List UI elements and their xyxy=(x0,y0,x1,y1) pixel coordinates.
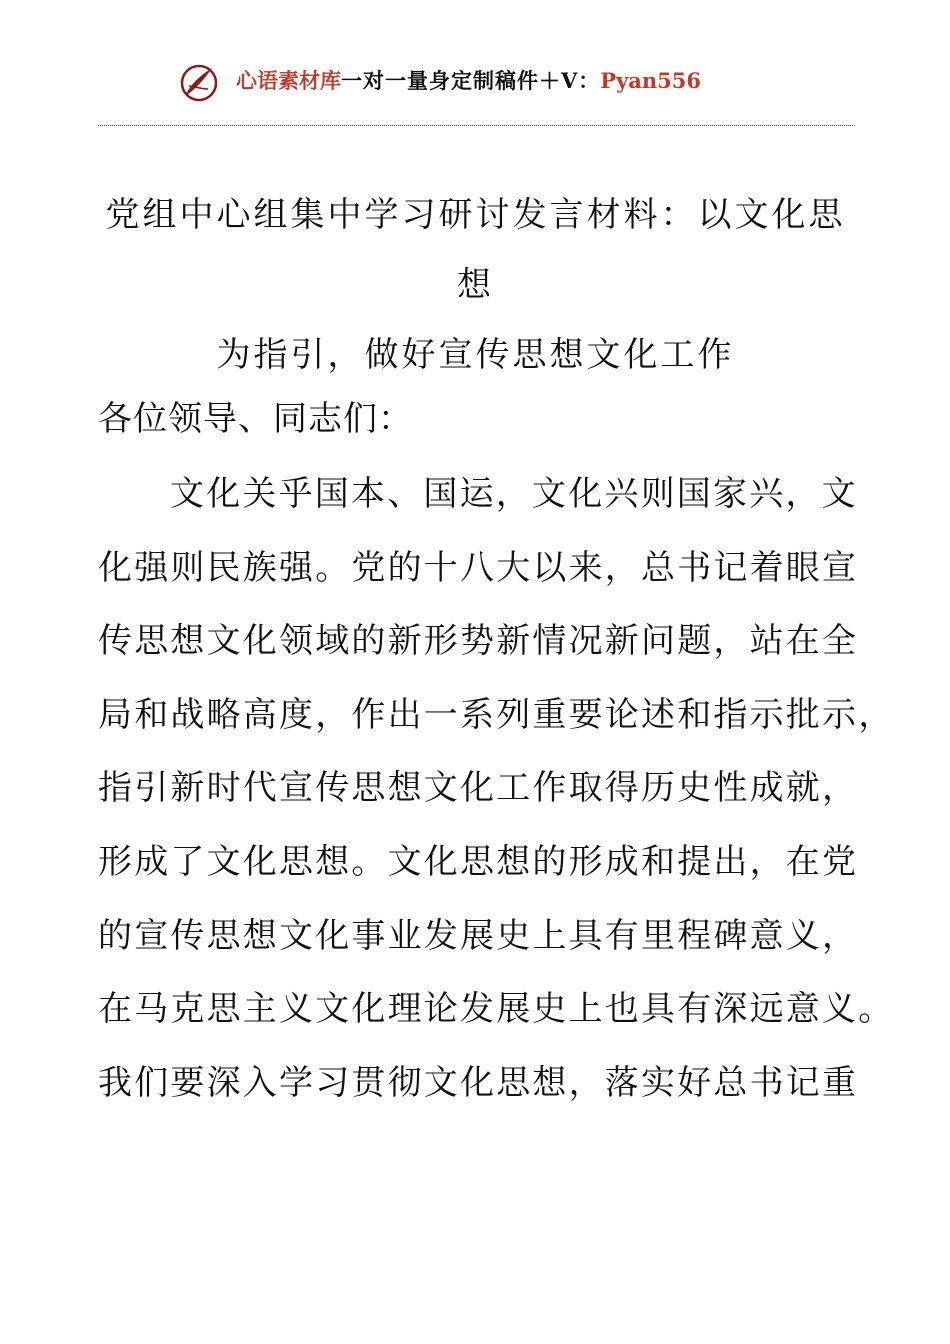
body-line: 形成了文化思想。文化思想的形成和提出，在党 xyxy=(98,841,859,882)
body-line: 指引新时代宣传思想文化工作取得历史性成就， xyxy=(98,768,859,809)
brand-name: 心语素材库 xyxy=(236,68,341,93)
header-divider xyxy=(98,125,853,126)
header-tagline: 一对一量身定制稿件＋V： xyxy=(341,68,601,93)
title-line: 党组中心组集中学习研讨发言材料：以文化思想 xyxy=(105,195,846,305)
header-banner xyxy=(236,66,701,96)
body-line: 文化关乎国本、国运，文化兴则国家兴，文 xyxy=(170,474,858,514)
body-paragraph xyxy=(98,468,895,1130)
body-line: 局和战略高度，作出一系列重要论述和指示批示， xyxy=(98,694,895,735)
quill-logo-icon xyxy=(178,62,220,104)
document-title xyxy=(98,180,853,390)
body-line: 我们要深入学习贯彻文化思想，落实好总书记重 xyxy=(98,1062,859,1103)
body-line: 化强则民族强。党的十八大以来，总书记着眼宣 xyxy=(98,547,859,588)
page-header xyxy=(0,58,950,106)
salutation: 各位领导、同志们： xyxy=(98,399,413,439)
body-line: 在马克思主义文化理论发展史上也具有深远意义。 xyxy=(98,989,895,1030)
body-line: 的宣传思想文化事业发展史上具有里程碑意义， xyxy=(98,915,859,956)
contact-id: Pyan556 xyxy=(600,68,702,93)
title-line: 为指引，做好宣传思想文化工作 xyxy=(216,335,735,375)
body-line: 传思想文化领域的新形势新情况新问题，站在全 xyxy=(98,621,859,662)
